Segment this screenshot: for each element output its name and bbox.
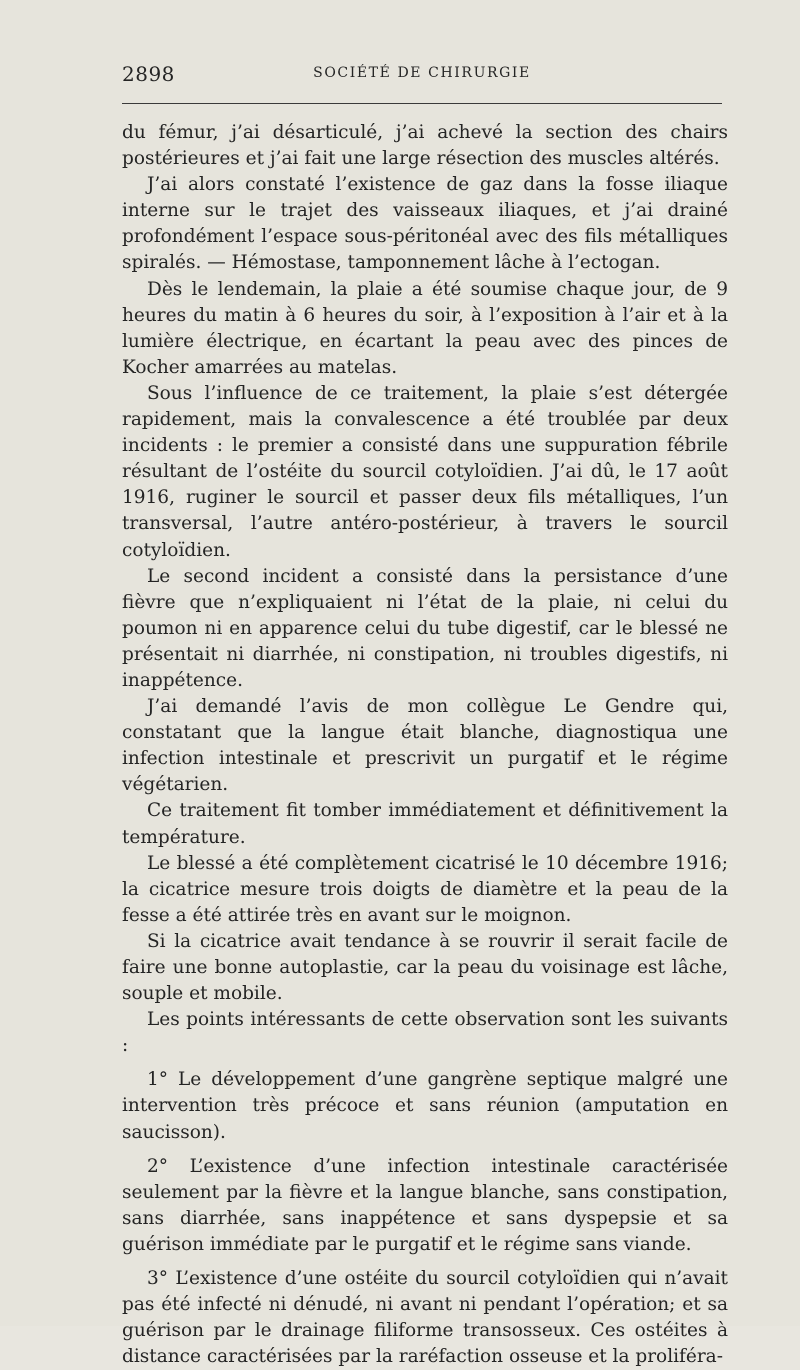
list-item: 3° L’existence d’une ostéite du sourcil cotyloïdien qui n’avait pas été infecté ni dénudé, ni avant ni pendant l’opération; et sa guérison par le drainage filiforme transosseux. Ces ostéites à distance caractérisées par la raréfaction osseuse et la proliféra- xyxy=(122,1268,728,1368)
paragraph: Les points intéressants de cette observation sont les suivants : xyxy=(122,1009,728,1057)
paragraph: J’ai demandé l’avis de mon collègue Le Gendre qui, constatant que la langue était blanche, diagnostiqua une infection intestinale et prescrivit un purgatif et le régime végétarien. xyxy=(122,696,728,796)
paragraph: du fémur, j’ai désarticulé, j’ai achevé la section des chairs postérieures et j’ai fait une large résection des muscles altérés. xyxy=(122,122,728,170)
header-rule xyxy=(122,103,722,104)
paragraph: Si la cicatrice avait tendance à se rouvrir il serait facile de faire une bonne autoplastie, car la peau du voisinage est lâche, souple et mobile. xyxy=(122,930,728,1005)
paragraph: Le second incident a consisté dans la persistance d’une fièvre que n’expliquaient ni l’état de la plaie, ni celui du poumon ni en apparence celui du tube digestif, car le blessé ne présentait ni diarrhée, ni constipation, ni troubles digestifs, ni inappétence. xyxy=(122,565,728,691)
list-item: 1° Le développement d’une gangrène septique malgré une intervention très précoce et sans réunion (amputation en saucisson). xyxy=(122,1069,728,1143)
paragraph: Dès le lendemain, la plaie a été soumise chaque jour, de 9 heures du matin à 6 heures du soir, à l’exposition à l’air et à la lumière électrique, en écartant la peau avec des pinces de Kocher amarrées au matelas. xyxy=(122,278,728,378)
paragraph: Le blessé a été complètement cicatrisé le 10 décembre 1916; la cicatrice mesure trois doigts de diamètre et la peau de la fesse a été attirée très en avant sur le moignon. xyxy=(122,852,728,926)
page-number: 2898 xyxy=(122,62,175,86)
list-item: 2° L’existence d’une infection intestinale caractérisée seulement par la fièvre et la langue blanche, sans constipation, sans diarrhée, sans inappétence et sans dyspepsie et sa guérison immédiate par le purgatif et le régime sans viande. xyxy=(122,1155,728,1255)
body-text xyxy=(122,120,728,1370)
running-title: SOCIÉTÉ DE CHIRURGIE xyxy=(313,65,531,81)
paragraph: Ce traitement fit tomber immédiatement et définitivement la température. xyxy=(122,800,728,848)
paragraph: Sous l’influence de ce traitement, la plaie s’est détergée rapidement, mais la convalescence a été troublée par deux incidents : le premier a consisté dans une suppuration fébrile résultant de l’ostéite du sourcil cotyloïdien. J’ai dû, le 17 août 1916, ruginer le sourcil et passer deux fils métalliques, l’un transversal, l’autre antéro-postérieur, à travers le sourcil cotyloïdien. xyxy=(122,382,728,561)
page-header xyxy=(122,62,722,92)
paragraph: J’ai alors constaté l’existence de gaz dans la fosse iliaque interne sur le trajet des vaisseaux iliaques, et j’ai drainé profondément l’espace sous-péritonéal avec des fils métalliques spiralés. — Hémostase, tamponnement lâche à l’ectogan. xyxy=(122,174,728,274)
